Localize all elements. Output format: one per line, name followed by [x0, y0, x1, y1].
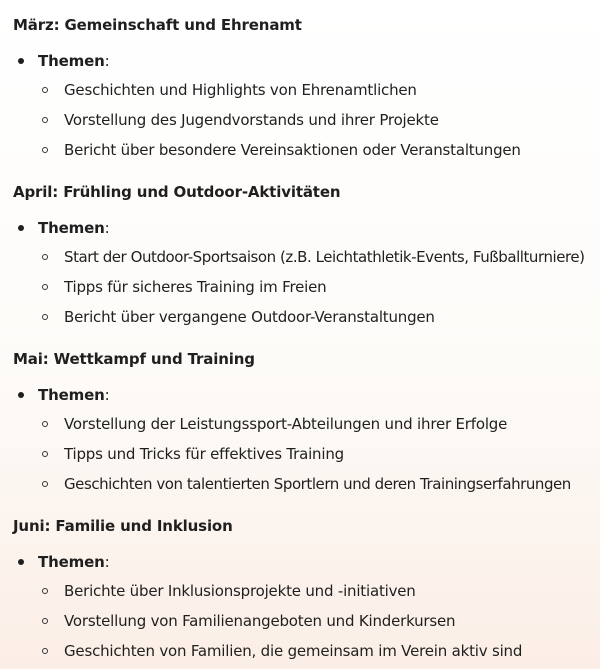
section-juni [0, 501, 600, 668]
topic-list-item [0, 109, 600, 139]
topic-list-item [0, 640, 600, 670]
themes-label-bold: Themen [38, 553, 105, 571]
topic-list-item [0, 306, 600, 336]
themes-list-item [0, 50, 600, 72]
bullet-dot-icon [18, 225, 24, 231]
themes-label [38, 50, 110, 72]
themes-label [38, 551, 110, 573]
bullet-circle-icon [42, 254, 48, 260]
themes-label-bold: Themen [38, 52, 105, 70]
bullet-circle-icon [42, 284, 48, 290]
bullet-circle-icon [42, 451, 48, 457]
topic-text: Vorstellung der Leistungssport-Abteilungen und ihrer Erfolge [64, 415, 508, 433]
topic-text: Geschichten von talentierten Sportlern und deren Trainingserfahrungen [64, 475, 571, 493]
topic-list [0, 580, 600, 670]
topic-text: Start der Outdoor-Sportsaison (z.B. Leichtathletik-Events, Fußballturniere) [64, 248, 585, 266]
bullet-dot-icon [18, 58, 24, 64]
themes-label [38, 384, 110, 406]
topic-list-item [0, 139, 600, 169]
themes-label-bold: Themen [38, 219, 105, 237]
section-heading: März: Gemeinschaft und Ehrenamt [13, 16, 302, 34]
themes-label-colon: : [104, 553, 110, 571]
themes-list-item [0, 384, 600, 406]
themes-label-colon: : [104, 219, 110, 237]
topic-text: Geschichten und Highlights von Ehrenamtlichen [64, 81, 417, 99]
topic-text: Bericht über besondere Vereinsaktionen oder Veranstaltungen [64, 141, 521, 159]
bullet-circle-icon [42, 147, 48, 153]
topic-list-item [0, 610, 600, 640]
section-april [0, 167, 600, 334]
topic-text: Tipps und Tricks für effektives Training [64, 445, 344, 463]
topic-text: Berichte über Inklusionsprojekte und -initiativen [64, 582, 416, 600]
topic-list [0, 413, 600, 503]
bullet-circle-icon [42, 117, 48, 123]
section-heading: April: Frühling und Outdoor-Aktivitäten [13, 183, 341, 201]
topic-list-item [0, 276, 600, 306]
bullet-circle-icon [42, 481, 48, 487]
section-heading: Juni: Familie und Inklusion [13, 517, 233, 535]
bullet-circle-icon [42, 648, 48, 654]
section-maerz [0, 0, 600, 167]
topic-list-item [0, 413, 600, 443]
topic-list-item [0, 79, 600, 109]
bullet-dot-icon [18, 392, 24, 398]
topic-list-item [0, 246, 600, 276]
themes-list-item [0, 551, 600, 573]
topic-list [0, 79, 600, 169]
themes-label-colon: : [104, 386, 110, 404]
topic-text: Tipps für sicheres Training im Freien [64, 278, 327, 296]
topic-list-item [0, 473, 600, 503]
bullet-circle-icon [42, 314, 48, 320]
topic-text: Bericht über vergangene Outdoor-Veranstaltungen [64, 308, 435, 326]
topic-list-item [0, 580, 600, 610]
topic-text: Vorstellung des Jugendvorstands und ihrer Projekte [64, 111, 439, 129]
bullet-circle-icon [42, 87, 48, 93]
bullet-dot-icon [18, 559, 24, 565]
topic-list [0, 246, 600, 336]
themes-label [38, 217, 110, 239]
bullet-circle-icon [42, 618, 48, 624]
section-heading: Mai: Wettkampf und Training [13, 350, 255, 368]
section-mai [0, 334, 600, 501]
themes-list-item [0, 217, 600, 239]
bullet-circle-icon [42, 421, 48, 427]
themes-label-colon: : [104, 52, 110, 70]
topic-text: Geschichten von Familien, die gemeinsam im Verein aktiv sind [64, 642, 523, 660]
topic-list-item [0, 443, 600, 473]
themes-label-bold: Themen [38, 386, 105, 404]
bullet-circle-icon [42, 588, 48, 594]
topic-text: Vorstellung von Familienangeboten und Kinderkursen [64, 612, 456, 630]
